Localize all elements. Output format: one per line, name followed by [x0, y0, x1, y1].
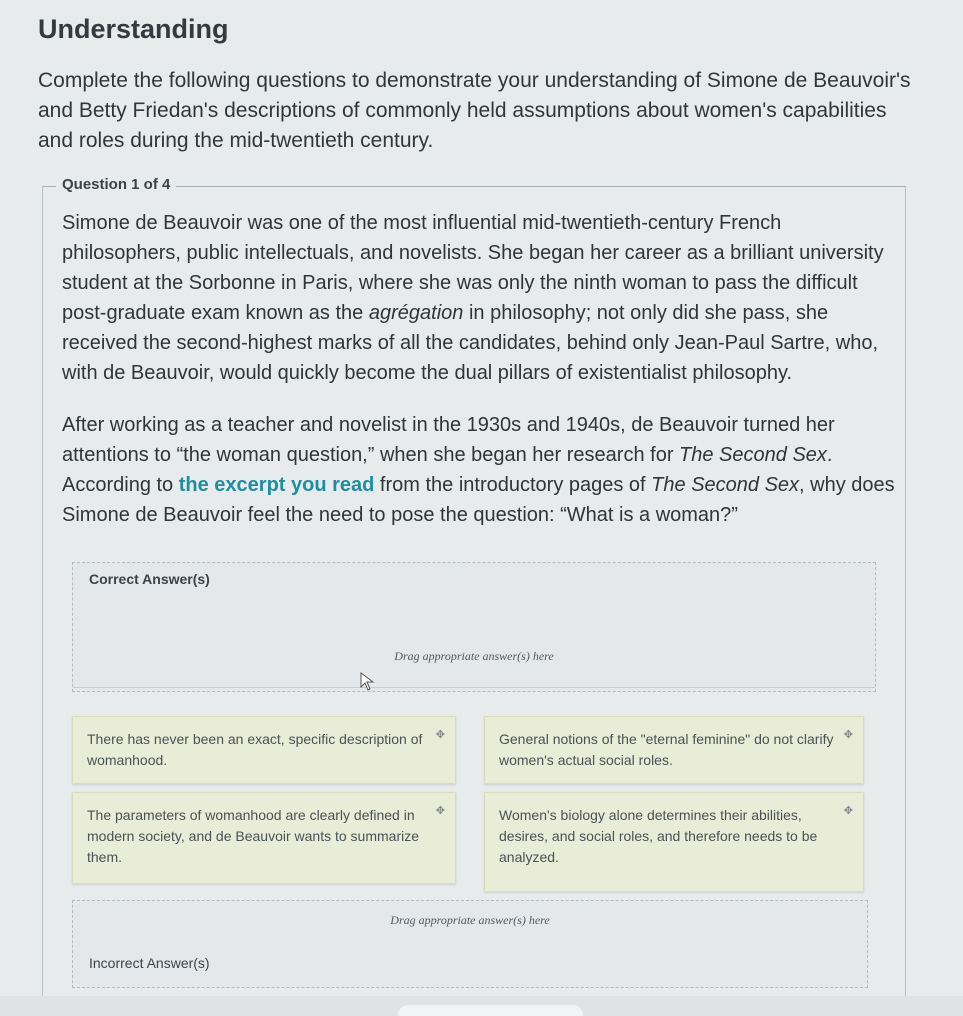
answer-text: The parameters of womanhood are clearly defined in modern society, and de Beauvoir wants to summarize them. — [87, 807, 420, 865]
correct-dropzone-hint: Drag appropriate answer(s) here — [394, 649, 554, 663]
move-icon: ✥ — [435, 805, 445, 817]
para1-text-a: Simone de Beauvoir was one of the most influential mid-twentieth-century French philosophers, public intellectuals, and novelists. She began her career as a brilliant university student at the Sorbonne in Paris, where she was only the ninth woman to pass the difficult post-graduate exam known as the — [62, 212, 884, 324]
question-paragraph-1 — [62, 208, 902, 388]
answer-text: There has never been an exact, specific description of womanhood. — [87, 731, 423, 768]
question-paragraph-2 — [62, 410, 902, 530]
question-body — [62, 208, 902, 552]
incorrect-answers-dropzone[interactable] — [72, 900, 868, 988]
question-legend: Question 1 of 4 — [56, 176, 176, 193]
answer-card[interactable] — [72, 792, 456, 884]
para2-book-title-2: The Second Sex — [651, 474, 800, 496]
para2-text-c: from the introductory pages of — [374, 474, 652, 496]
answer-card[interactable] — [72, 716, 456, 784]
bottom-tab — [398, 1005, 583, 1016]
answer-card[interactable] — [484, 716, 864, 784]
para1-text-b: in philosophy; not only did she pass, she received the second-highest marks of all the candidates, behind only Jean-Paul Sartre, who, with de Beauvoir, would quickly become the dual pillars of existentialist philosophy. — [62, 302, 879, 384]
move-icon: ✥ — [843, 805, 853, 817]
para2-text-a: After working as a teacher and novelist in the 1930s and 1940s, de Beauvoir turned her attentions to “the woman question,” when she began her research for — [62, 414, 835, 466]
dropzone-divider — [73, 687, 875, 688]
answer-text: General notions of the "eternal feminine" do not clarify women's actual social roles. — [499, 731, 834, 768]
correct-answers-dropzone[interactable] — [72, 562, 876, 692]
answer-card[interactable] — [484, 792, 864, 892]
move-icon: ✥ — [435, 729, 445, 741]
para2-book-title-1: The Second Sex — [679, 444, 827, 466]
page-title: Understanding — [38, 14, 229, 44]
mouse-pointer-icon — [360, 672, 376, 692]
incorrect-dropzone-hint: Drag appropriate answer(s) here — [390, 913, 550, 927]
intro-text: Complete the following questions to demonstrate your understanding of Simone de Beauvoir's and Betty Friedan's descriptions of commonly held assumptions about women's capabilities and roles during the mid-twentieth century. — [38, 69, 911, 152]
para2-text-d: , why does Simone de Beauvoir feel the need to pose the question: “What is a woman?” — [62, 474, 895, 526]
answer-text: Women's biology alone determines their abilities, desires, and social roles, and therefore needs to be analyzed. — [499, 807, 818, 865]
excerpt-link[interactable]: the excerpt you read — [178, 474, 375, 496]
move-icon: ✥ — [843, 729, 853, 741]
para1-emphasis: agrégation — [368, 302, 464, 324]
correct-answers-label: Correct Answer(s) — [89, 571, 210, 587]
para2-text-b: . According to — [62, 444, 833, 496]
incorrect-answers-label: Incorrect Answer(s) — [89, 955, 210, 971]
